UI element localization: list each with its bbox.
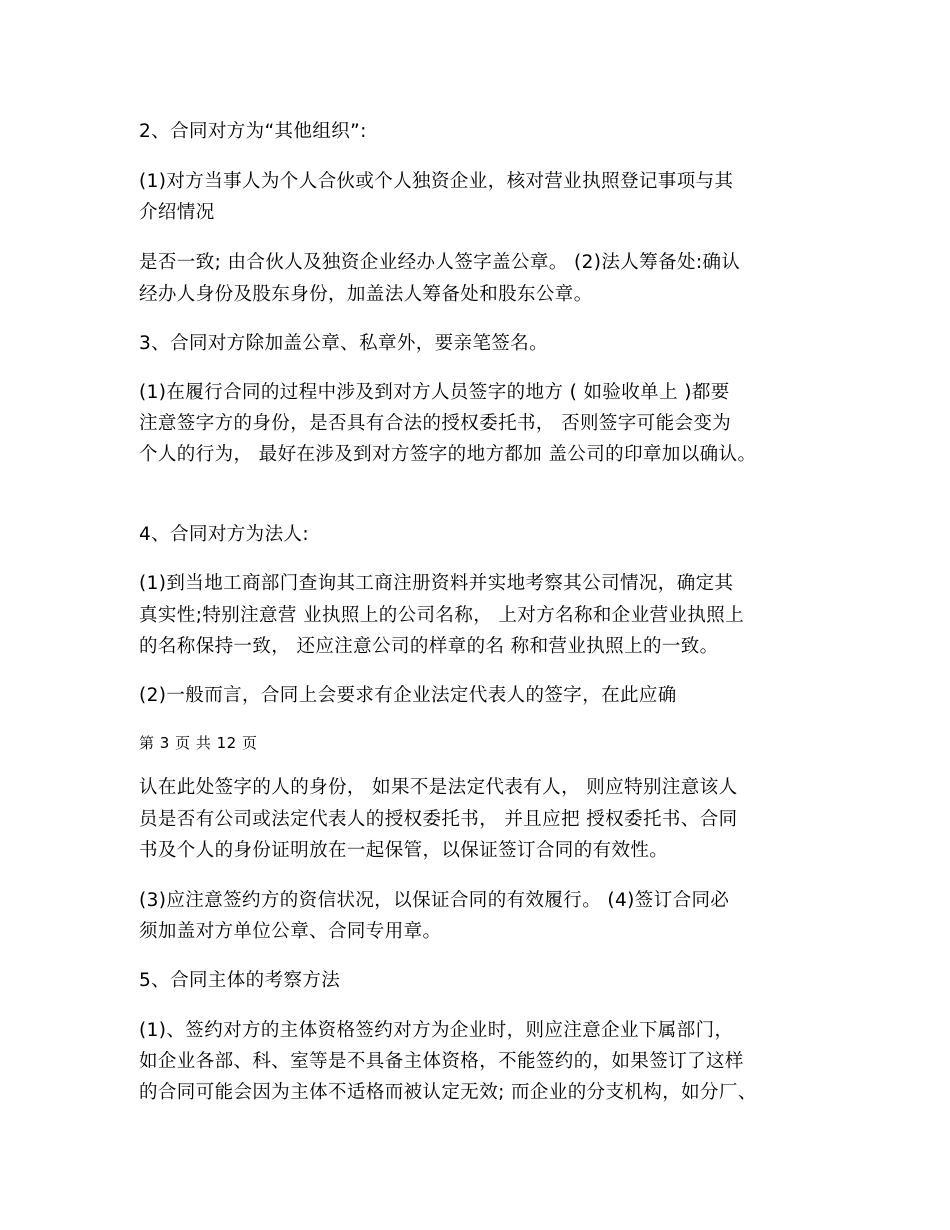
- paragraph-line: 介绍情况: [139, 202, 215, 223]
- section-heading-4: 4、合同对方为法人:: [139, 524, 310, 545]
- paragraph-line: 认在此处签字的人的身份， 如果不是法定代表有人， 则应特别注意该人: [139, 777, 738, 798]
- paragraph-line: 注意签字方的身份，是否具有合法的授权委托书， 否则签字可能会变为: [139, 413, 732, 434]
- section-heading-5: 5、合同主体的考察方法: [139, 970, 341, 991]
- paragraph-line: (2)一般而言，合同上会要求有企业法定代表人的签字，在此应确: [139, 685, 677, 706]
- paragraph-line: 个人的行为， 最好在涉及到对方签字的地方都加 盖公司的印章加以确认。: [139, 444, 757, 465]
- paragraph-line: (1)到当地工商部门查询其工商注册资料并实地考察其公司情况，确定其: [139, 573, 734, 594]
- section-heading-3: 3、合同对方除加盖公章、私章外，要亲笔签名。: [139, 333, 549, 354]
- paragraph-line: 的名称保持一致， 还应注意公司的样章的名 称和营业执照上的一致。: [139, 636, 719, 657]
- paragraph-line: 是否一致; 由合伙人及独资企业经办人签字盖公章。 (2)法人筹备处:确认: [139, 252, 741, 273]
- section-heading-2: 2、合同对方为“其他组织”:: [139, 121, 367, 142]
- paragraph-line: 经办人身份及股东身份，加盖法人筹备处和股东公章。: [139, 284, 593, 305]
- paragraph-line: 须加盖对方单位公章、合同专用章。: [139, 921, 442, 942]
- paragraph-line: 真实性;特别注意营 业执照上的公司名称， 上对方名称和企业营业执照上: [139, 605, 745, 626]
- paragraph-line: 书及个人的身份证明放在一起保管，以保证签订合同的有效性。: [139, 840, 669, 861]
- paragraph-line: 员是否有公司或法定代表人的授权委托书， 并且应把 授权委托书、合同: [139, 809, 738, 830]
- paragraph-line: (1)对方当事人为个人合伙或个人独资企业，核对营业执照登记事项与其: [139, 171, 734, 192]
- paragraph-line: (1)、签约对方的主体资格签约对方为企业时，则应注意企业下属部门，: [139, 1020, 734, 1041]
- paragraph-line: 的合同可能会因为主体不适格而被认定无效; 而企业的分支机构，如分厂、: [139, 1082, 757, 1103]
- paragraph-line: 如企业各部、科、室等是不具备主体资格，不能签约的，如果签订了这样: [139, 1051, 744, 1072]
- paragraph-line: (1)在履行合同的过程中涉及到对方人员签字的地方 ( 如验收单上 )都要: [139, 382, 730, 403]
- page-number: 第 3 页 共 12 页: [139, 734, 258, 752]
- paragraph-line: (3)应注意签约方的资信状况，以保证合同的有效履行。 (4)签订合同必: [139, 890, 730, 911]
